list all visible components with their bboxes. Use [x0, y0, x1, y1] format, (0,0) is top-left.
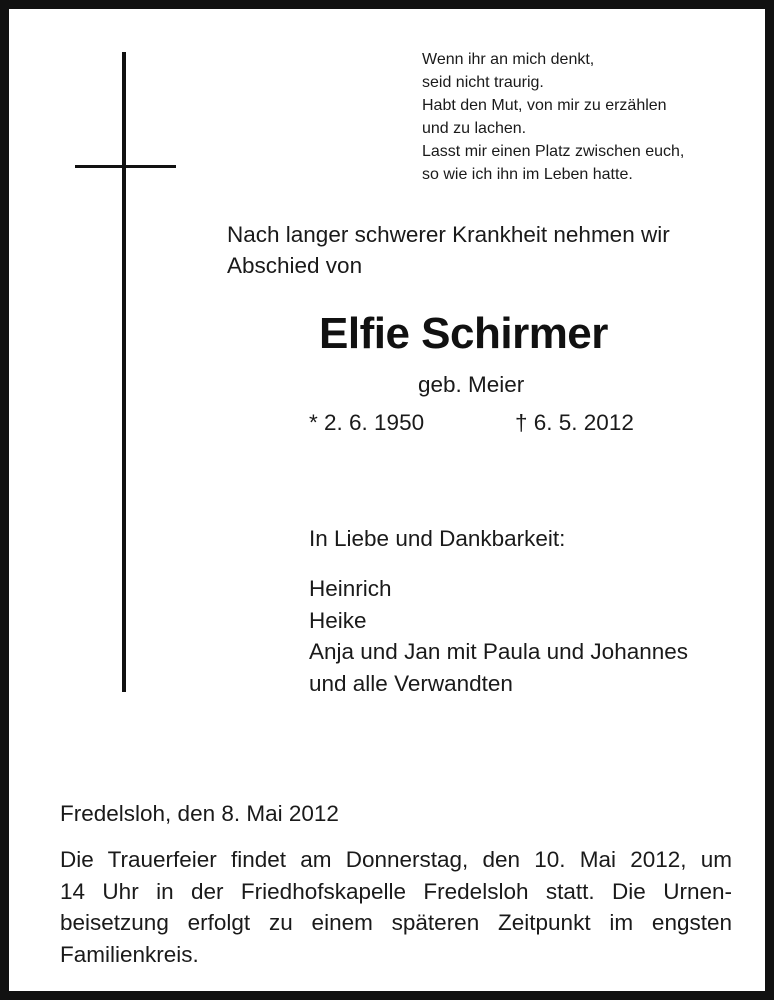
notice-line: beisetzung erfolgt zu einem späteren Zeitpunkt im engsten	[60, 910, 732, 935]
mourner-name: und alle Verwandten	[309, 670, 513, 696]
mourner-name: Heike	[309, 607, 367, 633]
mourners-list	[309, 573, 688, 699]
intro-text	[227, 219, 670, 281]
notice-line: 14 Uhr in der Friedhofskapelle Fredelsloh statt. Die Urnen-	[60, 878, 732, 904]
intro-line: Nach langer schwerer Krankheit nehmen wir	[227, 222, 670, 247]
maiden-name: geb. Meier	[418, 372, 525, 397]
mourners-heading: In Liebe und Dankbarkeit:	[309, 526, 566, 551]
deceased-name: Elfie Schirmer	[319, 309, 608, 358]
mourner-name: Anja und Jan mit Paula und Johannes	[309, 639, 689, 664]
mourner-name: Heinrich	[309, 576, 392, 601]
birth-date: * 2. 6. 1950	[309, 410, 425, 435]
death-date: † 6. 5. 2012	[515, 410, 634, 435]
poem-line: Wenn ihr an mich denkt,	[422, 51, 595, 68]
poem-line: so wie ich ihn im Leben hatte.	[422, 166, 633, 183]
memorial-poem	[422, 48, 684, 186]
place-and-date: Fredelsloh, den 8. Mai 2012	[60, 801, 339, 826]
poem-line: seid nicht traurig.	[422, 74, 544, 91]
cross-vertical-bar	[122, 52, 126, 692]
poem-line: und zu lachen.	[422, 120, 527, 137]
poem-line: Habt den Mut, von mir zu erzählen	[422, 97, 667, 114]
notice-line: Die Trauerfeier findet am Donnerstag, den 10. Mai 2012, um	[60, 847, 732, 872]
cross-horizontal-bar	[75, 165, 176, 168]
notice-line: Familienkreis.	[60, 941, 199, 967]
intro-line: Abschied von	[227, 253, 363, 278]
funeral-notice	[60, 844, 732, 970]
poem-line: Lasst mir einen Platz zwischen euch,	[422, 143, 685, 160]
